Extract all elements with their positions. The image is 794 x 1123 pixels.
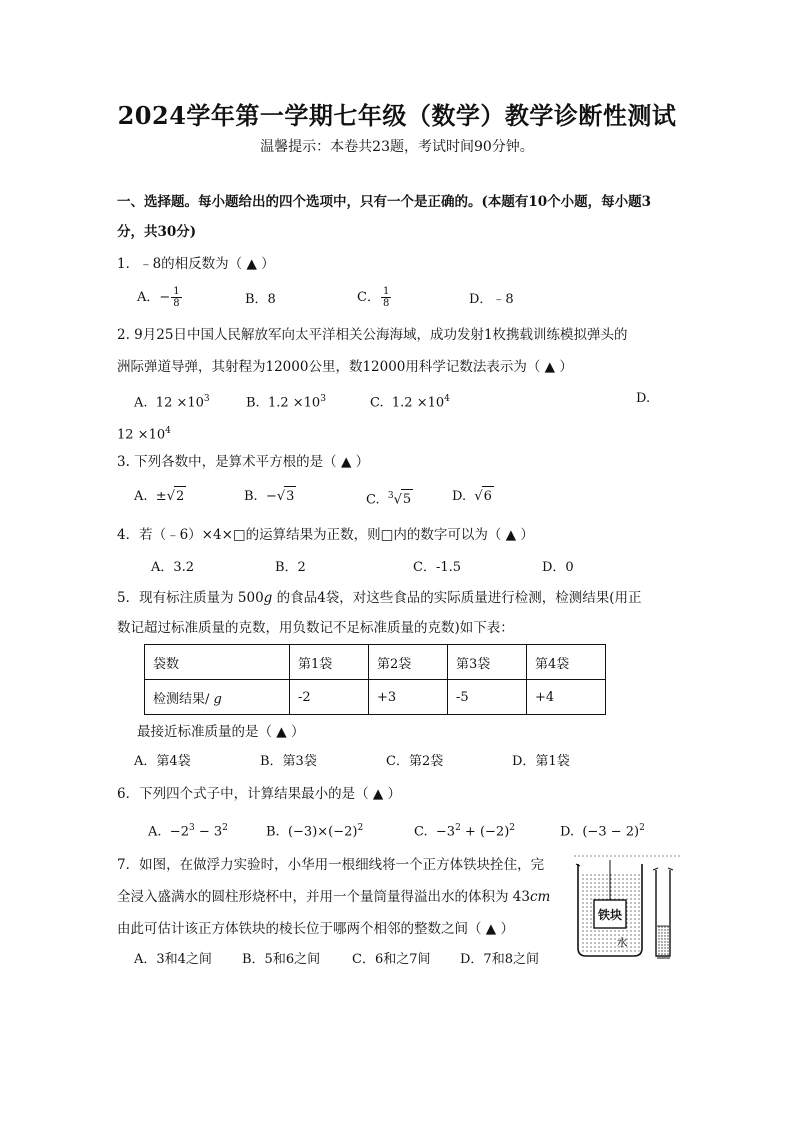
q6-option-b: B. $(-3)\times(-2)^2$ bbox=[266, 823, 364, 840]
q3-stem: 3. 下列各数中，是算术平方根的是（ ▲ ） bbox=[117, 454, 370, 470]
q3-option-b: B. −√3 bbox=[244, 486, 296, 507]
table-cell: +3 bbox=[369, 680, 448, 715]
q4-option-a: A．3.2 bbox=[151, 560, 195, 575]
q4-option-d: D．0 bbox=[542, 560, 574, 575]
q4-option-b: B．2 bbox=[275, 560, 306, 575]
table-header-cell: 第4袋 bbox=[527, 645, 606, 680]
section1-line2: 分，共30分) bbox=[117, 224, 197, 240]
q7-option-a: A．3和4之间 bbox=[134, 952, 212, 967]
q2-option-d-label: D. bbox=[636, 391, 651, 406]
q5-option-c: C．第2袋 bbox=[386, 754, 444, 769]
q1-stem: 1．﹣8的相反数为（ ▲ ） bbox=[117, 256, 275, 272]
q7-beaker-figure bbox=[574, 854, 680, 964]
page-title: 2024学年第一学期七年级（数学）教学诊断性测试 bbox=[117, 101, 677, 130]
q5-stem-2: 数记超过标准质量的克数，用负数记不足标准质量的克数)如下表： bbox=[117, 620, 514, 636]
q7-stem-3: 由此可估计该正方体铁块的棱长位于哪两个相邻的整数之间（ ▲ ） bbox=[117, 921, 514, 937]
q3-option-c: C. $^3$√5 bbox=[366, 486, 413, 510]
table-row bbox=[145, 645, 606, 680]
table-cell: -5 bbox=[448, 680, 527, 715]
q5-stem-1: 5．现有标注质量为 500g 的食品4袋，对这些食品的实际质量进行检测，检测结果(用正 bbox=[117, 590, 642, 606]
figure-block-label: 铁块 bbox=[597, 908, 623, 922]
q5-option-a: A．第4袋 bbox=[134, 754, 191, 769]
table-header-cell: 第1袋 bbox=[290, 645, 369, 680]
q6-option-d: D. $(-3 - 2)^2$ bbox=[560, 823, 645, 840]
q5-result-table bbox=[144, 644, 606, 715]
q3-option-a: A. ±√2 bbox=[134, 486, 186, 507]
table-row-label: 检测结果/ g bbox=[145, 680, 290, 715]
q2-stem-1: 2. 9月25日中国人民解放军向太平洋相关公海海域，成功发射1枚携载训练模拟弹头的 bbox=[117, 327, 628, 343]
q1-option-d: D．﹣8 bbox=[469, 292, 514, 307]
q5-option-d: D．第1袋 bbox=[512, 754, 570, 769]
q5-option-b: B．第3袋 bbox=[260, 754, 317, 769]
table-header-cell: 第3袋 bbox=[448, 645, 527, 680]
figure-water-label: 水 bbox=[616, 936, 628, 949]
section1-line1: 一、选择题。每小题给出的四个选项中，只有一个是正确的。(本题有10个小题，每小题3 bbox=[117, 194, 652, 210]
q6-option-a: A. $-2^3 - 3^2$ bbox=[148, 823, 228, 840]
q6-option-c: C. $-3^2 + (-2)^2$ bbox=[414, 823, 515, 840]
q7-stem-1: 7．如图，在做浮力实验时，小华用一根细线将一个正方体铁块拴住，完 bbox=[117, 857, 545, 873]
q4-option-c: C．-1.5 bbox=[413, 560, 462, 575]
table-header-cell: 第2袋 bbox=[369, 645, 448, 680]
q4-stem: 4．若（﹣6）×4×□的运算结果为正数，则□内的数字可以为（ ▲ ） bbox=[117, 527, 534, 543]
q1-a-fraction: $\frac{1}{8}$ bbox=[173, 286, 180, 309]
q7-option-b: B．5和6之间 bbox=[242, 952, 321, 967]
q2-option-d: $12 \times 10^4$ bbox=[117, 426, 171, 443]
q7-stem-2: 全浸入盛满水的圆柱形烧杯中，并用一个量筒量得溢出水的体积为 43cm bbox=[117, 889, 551, 905]
q5-after: 最接近标准质量的是（ ▲ ） bbox=[137, 724, 305, 740]
q1-option-a: A．− $\frac{1}{8}$ bbox=[137, 286, 180, 309]
q2-stem-2: 洲际弹道导弹，其射程为12000公里，数12000用科学记数法表示为（ ▲ ） bbox=[117, 359, 573, 375]
q2-option-c: C. $1.2 \times 10^4$ bbox=[370, 394, 450, 411]
q7-option-d: D．7和8之间 bbox=[460, 952, 539, 967]
q1-option-b: B．8 bbox=[245, 292, 276, 307]
q2-option-a: A. $12 \times 10^3$ bbox=[134, 394, 210, 411]
q1-option-c: C． $\frac{1}{8}$ bbox=[357, 286, 390, 309]
q7-option-c: C．6和之7间 bbox=[352, 952, 431, 967]
q2-option-b: B. $1.2 \times 10^3$ bbox=[246, 394, 326, 411]
q6-stem: 6．下列四个式子中，计算结果最小的是（ ▲ ） bbox=[117, 786, 402, 802]
table-header-cell: 袋数 bbox=[145, 645, 290, 680]
exam-tip: 温馨提示：本卷共23题，考试时间90分钟。 bbox=[260, 139, 534, 155]
table-cell: -2 bbox=[290, 680, 369, 715]
table-row bbox=[145, 680, 606, 715]
table-cell: +4 bbox=[527, 680, 606, 715]
q3-option-d: D. √6 bbox=[452, 486, 494, 507]
q1-c-fraction: $\frac{1}{8}$ bbox=[382, 286, 390, 309]
